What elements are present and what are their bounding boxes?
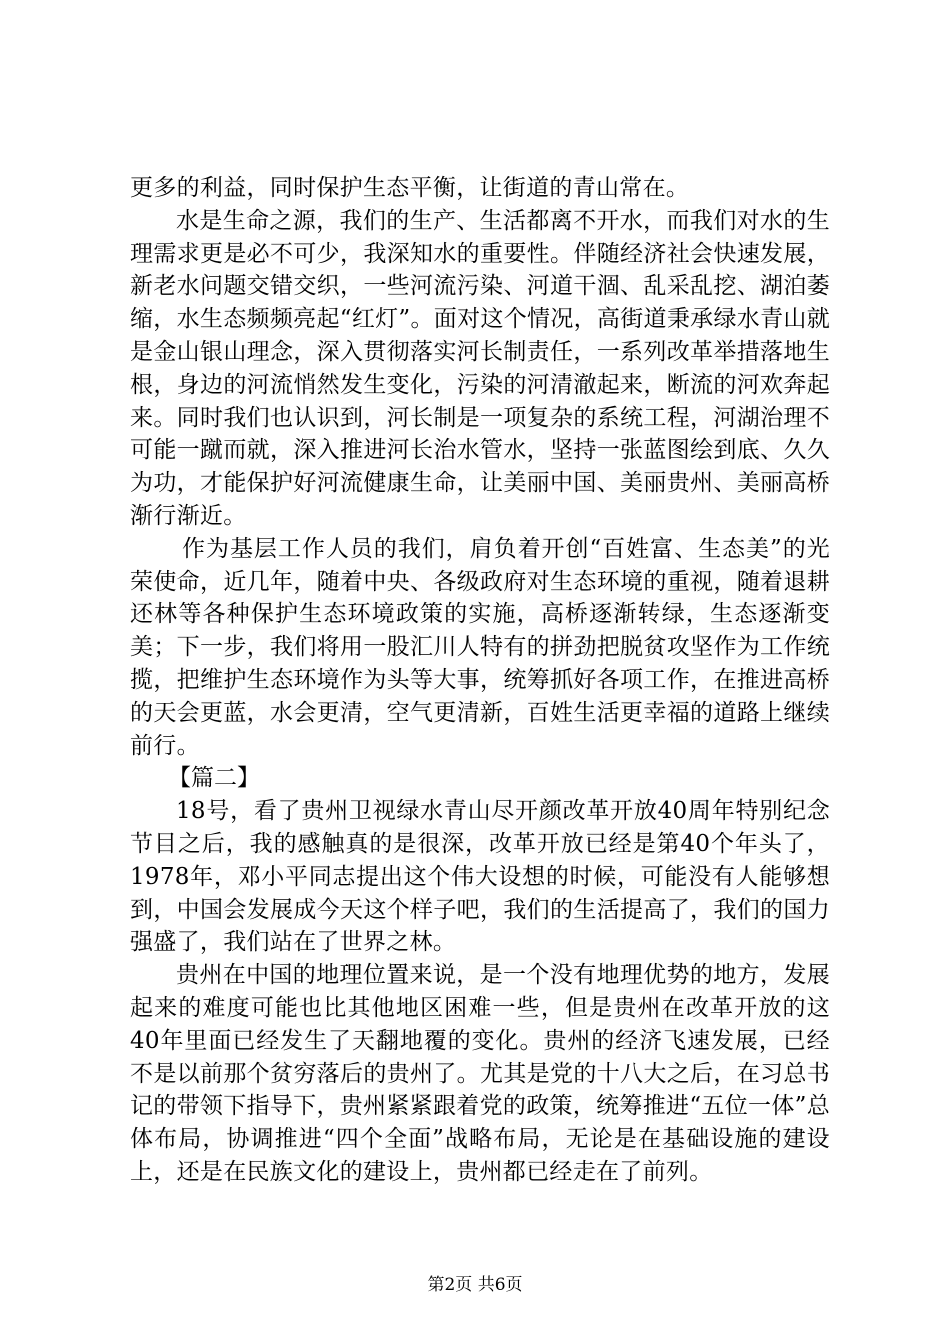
- section-heading: 【篇二】: [168, 765, 260, 792]
- document-body: [130, 172, 830, 1189]
- paragraph-water: 水是生命之源，我们的生产、生活都离不开水，而我们对水的生理需求更是必不可少，我深知水的重要性。伴随经济社会快速发展，新老水问题交错交织，一些河流污染、河道干涸、乱采乱挖、湖泊萎缩，水生态频频亮起“红灯”。面对这个情况，高街道秉承绿水青山就是金山银山理念，深入贯彻落实河长制责任，一系列改革举措落地生根，身边的河流悄然发生变化，污染的河清澈起来，断流的河欢奔起来。同时我们也认识到，河长制是一项复杂的系统工程，河湖治理不可能一蹴而就，深入推进河长治水管水，坚持一张蓝图绘到底、久久为功，才能保护好河流健康生命，让美丽中国、美丽贵州、美丽高桥渐行渐近。: [130, 207, 830, 529]
- paragraph-grassroots: 作为基层工作人员的我们，肩负着开创“百姓富、生态美”的光荣使命，近几年，随着中央、各级政府对生态环境的重视，随着退耕还林等各种保护生态环境政策的实施，高桥逐渐转绿，生态逐渐变美；下一步，我们将用一股汇川人特有的拼劲把脱贫攻坚作为工作统揽，把维护生态环境作为头等大事，统筹抓好各项工作，在推进高桥的天会更蓝，水会更清，空气更清新，百姓生活更幸福的道路上继续前行。: [130, 535, 830, 759]
- page-footer: 第2页 共6页: [427, 1275, 523, 1295]
- paragraph-reform-anniversary: 18号，看了贵州卫视绿水青山尽开颜改革开放40周年特别纪念节目之后，我的感触真的是很深，改革开放已经是第40个年头了，1978年，邓小平同志提出这个伟大设想的时候，可能没有人能够想到，中国会发展成今天这个样子吧，我们的生活提高了，我们的国力强盛了，我们站在了世界之林。: [130, 798, 830, 956]
- paragraph-continuation: 更多的利益，同时保护生态平衡，让街道的青山常在。: [130, 175, 690, 201]
- paragraph-guizhou-development: 贵州在中国的地理位置来说，是一个没有地理优势的地方，发展起来的难度可能也比其他地区困难一些，但是贵州在改革开放的这40年里面已经发生了天翻地覆的变化。贵州的经济飞速发展，已经不是以前那个贫穷落后的贵州了。尤其是党的十八大之后，在习总书记的带领下指导下，贵州紧紧跟着党的政策，统筹推进“五位一体”总体布局，协调推进“四个全面”战略布局，无论是在基础设施的建设上，还是在民族文化的建设上，贵州都已经走在了前列。: [130, 962, 830, 1185]
